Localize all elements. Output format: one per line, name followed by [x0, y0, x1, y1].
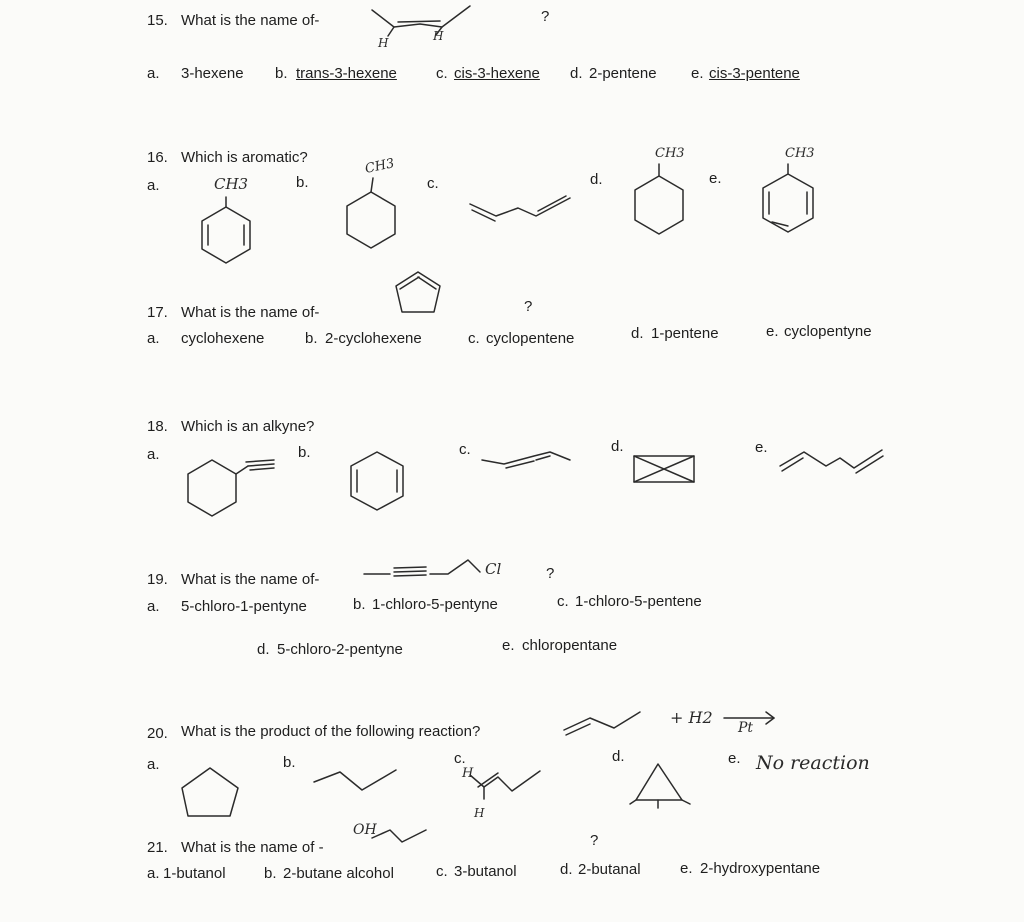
- q21-option-a-letter[interactable]: a.: [147, 865, 160, 882]
- q19-option-b-text[interactable]: 1-chloro-5-pentyne: [372, 596, 498, 613]
- q20-option-e-text[interactable]: No reaction: [756, 752, 870, 774]
- q20-c-h-label-1: H: [462, 766, 474, 781]
- q16-option-b-letter[interactable]: b.: [296, 174, 309, 191]
- q17-option-b-text[interactable]: 2-cyclohexene: [325, 330, 422, 347]
- q21-option-b-text[interactable]: 2-butane alcohol: [283, 865, 394, 882]
- q16-option-a-structure: [190, 195, 260, 275]
- question-17-mark: ?: [524, 298, 533, 315]
- q15-option-b-letter[interactable]: b.: [275, 65, 288, 82]
- q16-option-b-structure: [340, 178, 410, 258]
- question-20-number: 20.: [147, 725, 168, 742]
- question-16-prompt: Which is aromatic?: [181, 149, 308, 166]
- q15-option-c-text[interactable]: cis-3-hexene: [454, 65, 540, 82]
- q18-option-a-letter[interactable]: a.: [147, 446, 160, 463]
- q18-option-a-structure: [182, 440, 282, 530]
- question-15-h-label-2: H: [433, 29, 444, 43]
- question-21-mark: ?: [590, 832, 599, 849]
- question-15-h-label-1: H: [378, 36, 389, 50]
- q21-option-b-letter[interactable]: b.: [264, 865, 277, 882]
- question-21-oh-label: OH: [353, 822, 377, 838]
- q17-option-e-letter[interactable]: e.: [766, 323, 779, 340]
- q19-option-e-letter[interactable]: e.: [502, 637, 515, 654]
- q20-option-d-structure: [630, 760, 700, 810]
- q15-option-d-text[interactable]: 2-pentene: [589, 65, 657, 82]
- q20-option-a-letter[interactable]: a.: [147, 756, 160, 773]
- question-19-cl-label: Cl: [485, 560, 502, 578]
- question-15-number: 15.: [147, 12, 168, 29]
- q16-a-methyl-label: CH3: [214, 175, 249, 193]
- q16-option-e-letter[interactable]: e.: [709, 170, 722, 187]
- q16-option-d-letter[interactable]: d.: [590, 171, 603, 188]
- q18-option-c-structure: [480, 446, 590, 486]
- question-20-catalyst: Pt: [738, 720, 754, 736]
- question-21-structure: [370, 820, 440, 850]
- question-17-number: 17.: [147, 304, 168, 321]
- question-21-prompt: What is the name of -: [181, 839, 324, 856]
- q17-option-a-letter[interactable]: a.: [147, 330, 160, 347]
- q17-option-d-text[interactable]: 1-pentene: [651, 325, 719, 342]
- question-20-reagent: + H2: [670, 708, 713, 727]
- q17-option-d-letter[interactable]: d.: [631, 325, 644, 342]
- q17-option-b-letter[interactable]: b.: [305, 330, 318, 347]
- q16-option-d-structure: [624, 164, 694, 244]
- question-17-prompt: What is the name of-: [181, 304, 320, 321]
- q19-option-a-text[interactable]: 5-chloro-1-pentyne: [181, 598, 307, 615]
- q16-b-methyl-label: CH3: [363, 156, 396, 177]
- q20-option-c-letter[interactable]: c.: [454, 750, 466, 767]
- question-21-number: 21.: [147, 839, 168, 856]
- q15-option-e-text[interactable]: cis-3-pentene: [709, 65, 800, 82]
- q18-option-b-structure: [345, 448, 415, 528]
- question-19-structure: [362, 556, 502, 586]
- q19-option-d-text[interactable]: 5-chloro-2-pentyne: [277, 641, 403, 658]
- q15-option-e-letter[interactable]: e.: [691, 65, 704, 82]
- q16-option-a-letter[interactable]: a.: [147, 177, 160, 194]
- question-19-prompt: What is the name of-: [181, 571, 320, 588]
- question-19-number: 19.: [147, 571, 168, 588]
- q20-option-d-letter[interactable]: d.: [612, 748, 625, 765]
- q16-option-c-letter[interactable]: c.: [427, 175, 439, 192]
- q17-option-c-text[interactable]: cyclopentene: [486, 330, 575, 347]
- q17-option-c-letter[interactable]: c.: [468, 330, 480, 347]
- question-18-number: 18.: [147, 418, 168, 435]
- question-17-structure: [390, 268, 450, 328]
- question-20-prompt: What is the product of the following reaction?: [181, 723, 481, 740]
- question-16-number: 16.: [147, 149, 168, 166]
- q19-option-d-letter[interactable]: d.: [257, 641, 270, 658]
- q15-option-c-letter[interactable]: c.: [436, 65, 448, 82]
- q19-option-e-text[interactable]: chloropentane: [522, 637, 618, 654]
- question-18-prompt: Which is an alkyne?: [181, 418, 315, 435]
- question-19-mark: ?: [546, 565, 555, 582]
- q21-option-e-letter[interactable]: e.: [680, 860, 693, 877]
- q15-option-d-letter[interactable]: d.: [570, 65, 583, 82]
- q19-option-c-text[interactable]: 1-chloro-5-pentene: [575, 593, 702, 610]
- q20-c-h-label-2: H: [474, 806, 485, 820]
- q16-option-c-structure: [468, 190, 578, 230]
- question-15-mark: ?: [541, 8, 550, 25]
- q19-option-c-letter[interactable]: c.: [557, 593, 569, 610]
- q18-option-d-letter[interactable]: d.: [611, 438, 624, 455]
- question-15-prompt: What is the name of-: [181, 12, 320, 29]
- q17-option-e-text[interactable]: cyclopentyne: [784, 323, 872, 340]
- q15-option-a-text[interactable]: 3-hexene: [181, 65, 244, 82]
- q18-option-e-letter[interactable]: e.: [755, 439, 768, 456]
- q18-option-d-structure: [630, 446, 700, 496]
- q16-option-e-structure: [752, 162, 822, 242]
- q20-option-a-structure: [178, 764, 248, 824]
- q16-e-methyl-label: CH3: [785, 146, 815, 161]
- q20-option-c-structure: [462, 755, 562, 815]
- q16-d-methyl-label: CH3: [655, 146, 685, 161]
- q20-option-e-letter[interactable]: e.: [728, 750, 741, 767]
- q20-option-b-letter[interactable]: b.: [283, 754, 296, 771]
- q18-option-c-letter[interactable]: c.: [459, 441, 471, 458]
- q18-option-b-letter[interactable]: b.: [298, 444, 311, 461]
- q19-option-a-letter[interactable]: a.: [147, 598, 160, 615]
- q19-option-b-letter[interactable]: b.: [353, 596, 366, 613]
- q21-option-e-text[interactable]: 2-hydroxypentane: [700, 860, 821, 877]
- q15-option-a-letter[interactable]: a.: [147, 65, 160, 82]
- q17-option-a-text[interactable]: cyclohexene: [181, 330, 265, 347]
- q21-option-a-text[interactable]: 1-butanol: [163, 865, 226, 882]
- question-20-reactant-structure: [560, 704, 660, 740]
- q21-option-c-letter[interactable]: c.: [436, 863, 448, 880]
- q21-option-c-text[interactable]: 3-butanol: [454, 863, 517, 880]
- q15-option-b-text[interactable]: trans-3-hexene: [296, 65, 397, 82]
- q20-option-b-structure: [312, 762, 412, 798]
- q21-option-d-letter[interactable]: d.: [560, 861, 573, 878]
- q21-option-d-text[interactable]: 2-butanal: [578, 861, 641, 878]
- q18-option-e-structure: [778, 444, 890, 480]
